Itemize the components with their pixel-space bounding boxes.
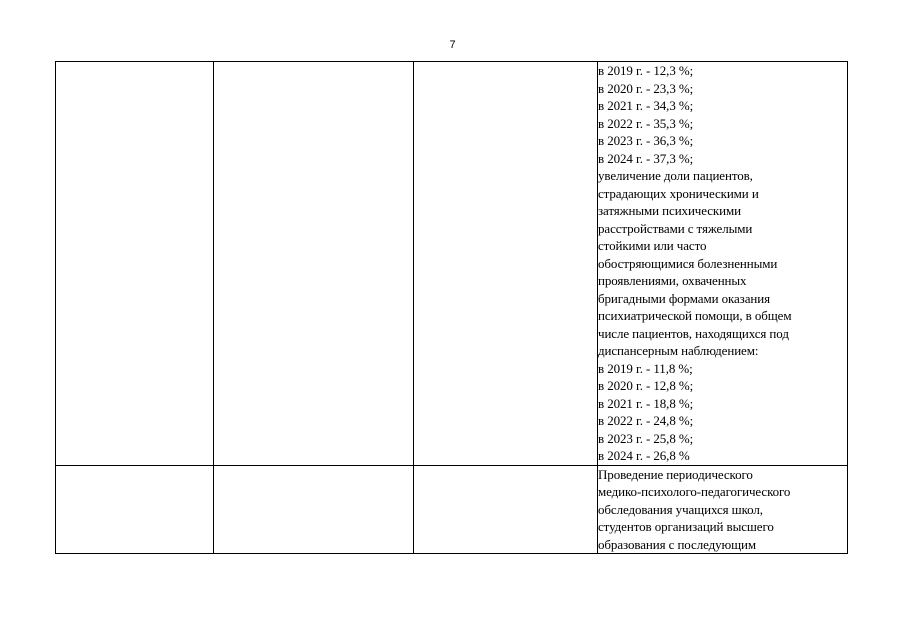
text-line: в 2019 г. - 12,3 %; (598, 63, 694, 78)
table-cell-empty (214, 62, 414, 466)
text-line: стойкими или часто (598, 238, 707, 253)
text-line: расстройствами с тяжелыми (598, 220, 753, 236)
table-cell-text (598, 465, 848, 554)
table-cell-empty (56, 62, 214, 466)
table-cell-empty (414, 465, 598, 554)
text-line: бригадными формами оказания (598, 290, 770, 306)
text-line: диспансерным наблюдением: (598, 343, 759, 358)
text-line: обследования учащихся школ, (598, 501, 763, 517)
document-table (55, 61, 848, 554)
text-line: увеличение доли пациентов, (598, 168, 753, 183)
table-row (56, 465, 848, 554)
text-line: в 2021 г. - 18,8 %; (598, 395, 694, 411)
text-line: в 2023 г. - 36,3 %; (598, 133, 694, 148)
text-line: в 2024 г. - 37,3 %; (598, 150, 694, 166)
text-line: психиатрической помощи, в общем (598, 308, 792, 323)
text-line: затяжными психическими (598, 203, 741, 218)
text-line: числе пациентов, находящихся под (598, 325, 789, 341)
table-cell-empty (414, 62, 598, 466)
text-line: студентов организаций высшего (598, 519, 774, 534)
text-line: медико-психолого-педагогического (598, 484, 791, 499)
text-line: обостряющимися болезненными (598, 255, 778, 271)
text-line: Проведение периодического (598, 466, 753, 482)
text-line: в 2024 г. - 26,8 % (598, 448, 690, 463)
table-cell-empty (56, 465, 214, 554)
text-line: в 2022 г. - 24,8 %; (598, 413, 694, 428)
text-line: проявлениями, охваченных (598, 273, 747, 288)
table-row (56, 62, 848, 466)
text-line: в 2020 г. - 23,3 %; (598, 80, 694, 96)
text-line: в 2019 г. - 11,8 %; (598, 360, 693, 376)
text-line: в 2022 г. - 35,3 %; (598, 115, 694, 131)
text-line: в 2020 г. - 12,8 %; (598, 378, 694, 393)
text-line: страдающих хроническими и (598, 185, 759, 201)
page-number: 7 (449, 39, 456, 51)
text-line: в 2021 г. - 34,3 %; (598, 98, 694, 113)
text-line: образования с последующим (598, 536, 757, 552)
table-cell-empty (214, 465, 414, 554)
table-cell-text (598, 62, 848, 466)
text-line: в 2023 г. - 25,8 %; (598, 430, 694, 446)
